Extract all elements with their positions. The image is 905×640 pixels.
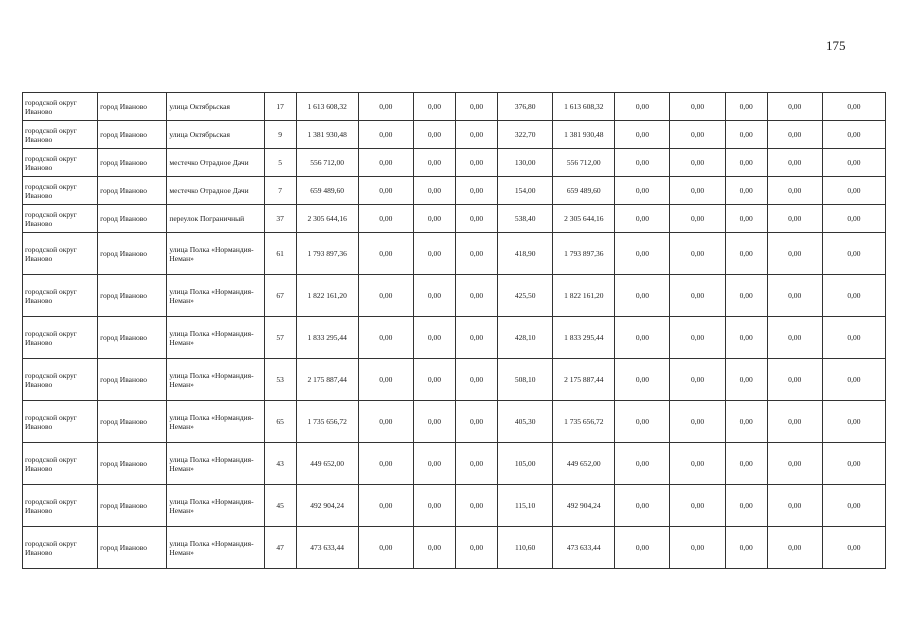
- value-cell: 0,00: [725, 205, 767, 233]
- value-cell: 0,00: [670, 317, 725, 359]
- value-cell: 0,00: [358, 275, 413, 317]
- table-body: [23, 93, 886, 569]
- value-cell: 508,10: [498, 359, 553, 401]
- value-cell: 0,00: [670, 359, 725, 401]
- table-row: [23, 485, 886, 527]
- value-cell: 0,00: [767, 359, 822, 401]
- city-cell: город Иваново: [98, 443, 167, 485]
- value-cell: 0,00: [455, 121, 497, 149]
- value-cell: 0,00: [725, 401, 767, 443]
- value-cell: 0,00: [413, 121, 455, 149]
- value-cell: 0,00: [767, 527, 822, 569]
- value-cell: 0,00: [358, 177, 413, 205]
- house-number-cell: 37: [264, 205, 296, 233]
- value-cell: 0,00: [455, 275, 497, 317]
- house-number-cell: 9: [264, 121, 296, 149]
- value-cell: 0,00: [670, 177, 725, 205]
- street-cell: переулок Пограничный: [167, 205, 264, 233]
- house-number-cell: 47: [264, 527, 296, 569]
- value-cell: 1 833 295,44: [553, 317, 615, 359]
- city-cell: город Иваново: [98, 93, 167, 121]
- value-cell: 0,00: [358, 317, 413, 359]
- value-cell: 0,00: [767, 121, 822, 149]
- value-cell: 428,10: [498, 317, 553, 359]
- value-cell: 0,00: [615, 443, 670, 485]
- value-cell: 1 793 897,36: [553, 233, 615, 275]
- city-cell: город Иваново: [98, 233, 167, 275]
- value-cell: 0,00: [822, 317, 885, 359]
- value-cell: 0,00: [822, 205, 885, 233]
- street-cell: улица Полка «Нормандия-Неман»: [167, 317, 264, 359]
- okrug-cell: городской округ Иваново: [23, 359, 98, 401]
- okrug-cell: городской округ Иваново: [23, 205, 98, 233]
- value-cell: 425,50: [498, 275, 553, 317]
- value-cell: 0,00: [455, 485, 497, 527]
- value-cell: 0,00: [670, 121, 725, 149]
- table-row: [23, 177, 886, 205]
- house-number-cell: 5: [264, 149, 296, 177]
- okrug-cell: городской округ Иваново: [23, 485, 98, 527]
- value-cell: 0,00: [725, 359, 767, 401]
- value-cell: 1 613 608,32: [553, 93, 615, 121]
- value-cell: 659 489,60: [296, 177, 358, 205]
- value-cell: 0,00: [455, 359, 497, 401]
- value-cell: 0,00: [725, 121, 767, 149]
- value-cell: 0,00: [358, 527, 413, 569]
- value-cell: 492 904,24: [553, 485, 615, 527]
- street-cell: улица Полка «Нормандия-Неман»: [167, 275, 264, 317]
- value-cell: 492 904,24: [296, 485, 358, 527]
- value-cell: 0,00: [725, 485, 767, 527]
- value-cell: 0,00: [822, 485, 885, 527]
- value-cell: 0,00: [455, 93, 497, 121]
- value-cell: 376,80: [498, 93, 553, 121]
- value-cell: 0,00: [725, 443, 767, 485]
- value-cell: 0,00: [413, 275, 455, 317]
- table-row: [23, 149, 886, 177]
- city-cell: город Иваново: [98, 121, 167, 149]
- value-cell: 1 735 656,72: [553, 401, 615, 443]
- value-cell: 0,00: [767, 149, 822, 177]
- value-cell: 0,00: [413, 205, 455, 233]
- value-cell: 556 712,00: [296, 149, 358, 177]
- okrug-cell: городской округ Иваново: [23, 93, 98, 121]
- table-row: [23, 275, 886, 317]
- value-cell: 1 793 897,36: [296, 233, 358, 275]
- value-cell: 0,00: [725, 177, 767, 205]
- city-cell: город Иваново: [98, 401, 167, 443]
- value-cell: 0,00: [670, 443, 725, 485]
- house-number-cell: 67: [264, 275, 296, 317]
- value-cell: 0,00: [615, 149, 670, 177]
- house-number-cell: 17: [264, 93, 296, 121]
- value-cell: 115,10: [498, 485, 553, 527]
- house-number-cell: 57: [264, 317, 296, 359]
- value-cell: 0,00: [455, 177, 497, 205]
- table-row: [23, 317, 886, 359]
- value-cell: 0,00: [413, 177, 455, 205]
- house-number-cell: 53: [264, 359, 296, 401]
- value-cell: 0,00: [822, 443, 885, 485]
- table-row: [23, 205, 886, 233]
- value-cell: 1 833 295,44: [296, 317, 358, 359]
- value-cell: 0,00: [725, 233, 767, 275]
- value-cell: 0,00: [615, 527, 670, 569]
- value-cell: 0,00: [615, 205, 670, 233]
- value-cell: 449 652,00: [296, 443, 358, 485]
- value-cell: 0,00: [413, 485, 455, 527]
- value-cell: 1 381 930,48: [553, 121, 615, 149]
- value-cell: 0,00: [767, 205, 822, 233]
- value-cell: 0,00: [670, 93, 725, 121]
- value-cell: 0,00: [615, 485, 670, 527]
- value-cell: 0,00: [822, 177, 885, 205]
- value-cell: 0,00: [767, 177, 822, 205]
- value-cell: 0,00: [358, 359, 413, 401]
- street-cell: улица Полка «Нормандия-Неман»: [167, 527, 264, 569]
- value-cell: 1 735 656,72: [296, 401, 358, 443]
- value-cell: 154,00: [498, 177, 553, 205]
- value-cell: 322,70: [498, 121, 553, 149]
- value-cell: 0,00: [455, 443, 497, 485]
- city-cell: город Иваново: [98, 149, 167, 177]
- value-cell: 0,00: [615, 359, 670, 401]
- value-cell: 0,00: [725, 93, 767, 121]
- registry-table: [22, 92, 886, 569]
- value-cell: 556 712,00: [553, 149, 615, 177]
- value-cell: 0,00: [615, 121, 670, 149]
- value-cell: 0,00: [767, 93, 822, 121]
- value-cell: 2 305 644,16: [553, 205, 615, 233]
- okrug-cell: городской округ Иваново: [23, 443, 98, 485]
- value-cell: 0,00: [455, 401, 497, 443]
- value-cell: 1 381 930,48: [296, 121, 358, 149]
- table-row: [23, 93, 886, 121]
- value-cell: 0,00: [670, 205, 725, 233]
- value-cell: 0,00: [822, 359, 885, 401]
- value-cell: 0,00: [455, 205, 497, 233]
- table-row: [23, 527, 886, 569]
- value-cell: 0,00: [455, 317, 497, 359]
- value-cell: 0,00: [615, 177, 670, 205]
- value-cell: 2 305 644,16: [296, 205, 358, 233]
- page-number: 175: [826, 38, 846, 53]
- street-cell: улица Октябрьская: [167, 93, 264, 121]
- value-cell: 0,00: [615, 93, 670, 121]
- city-cell: город Иваново: [98, 485, 167, 527]
- value-cell: 0,00: [670, 485, 725, 527]
- okrug-cell: городской округ Иваново: [23, 149, 98, 177]
- value-cell: 0,00: [358, 233, 413, 275]
- value-cell: 130,00: [498, 149, 553, 177]
- value-cell: 0,00: [615, 275, 670, 317]
- value-cell: 659 489,60: [553, 177, 615, 205]
- value-cell: 0,00: [455, 233, 497, 275]
- street-cell: улица Полка «Нормандия-Неман»: [167, 443, 264, 485]
- okrug-cell: городской округ Иваново: [23, 527, 98, 569]
- value-cell: 0,00: [358, 485, 413, 527]
- house-number-cell: 43: [264, 443, 296, 485]
- value-cell: 0,00: [413, 527, 455, 569]
- value-cell: 0,00: [767, 443, 822, 485]
- value-cell: 0,00: [822, 121, 885, 149]
- value-cell: 0,00: [413, 443, 455, 485]
- value-cell: 0,00: [413, 233, 455, 275]
- value-cell: 1 822 161,20: [296, 275, 358, 317]
- street-cell: улица Полка «Нормандия-Неман»: [167, 485, 264, 527]
- value-cell: 0,00: [413, 401, 455, 443]
- value-cell: 418,90: [498, 233, 553, 275]
- value-cell: 0,00: [670, 233, 725, 275]
- value-cell: 0,00: [822, 527, 885, 569]
- value-cell: 0,00: [725, 527, 767, 569]
- value-cell: 1 613 608,32: [296, 93, 358, 121]
- house-number-cell: 45: [264, 485, 296, 527]
- value-cell: 2 175 887,44: [296, 359, 358, 401]
- value-cell: 0,00: [670, 275, 725, 317]
- house-number-cell: 61: [264, 233, 296, 275]
- value-cell: 0,00: [822, 401, 885, 443]
- value-cell: 110,60: [498, 527, 553, 569]
- value-cell: 0,00: [767, 401, 822, 443]
- table-row: [23, 443, 886, 485]
- okrug-cell: городской округ Иваново: [23, 401, 98, 443]
- house-number-cell: 65: [264, 401, 296, 443]
- okrug-cell: городской округ Иваново: [23, 233, 98, 275]
- city-cell: город Иваново: [98, 527, 167, 569]
- value-cell: 0,00: [725, 275, 767, 317]
- value-cell: 0,00: [670, 149, 725, 177]
- value-cell: 538,40: [498, 205, 553, 233]
- street-cell: улица Октябрьская: [167, 121, 264, 149]
- value-cell: 0,00: [413, 93, 455, 121]
- street-cell: улица Полка «Нормандия-Неман»: [167, 233, 264, 275]
- okrug-cell: городской округ Иваново: [23, 275, 98, 317]
- value-cell: 0,00: [358, 121, 413, 149]
- value-cell: 0,00: [413, 317, 455, 359]
- value-cell: 0,00: [455, 527, 497, 569]
- table-row: [23, 359, 886, 401]
- value-cell: 0,00: [725, 149, 767, 177]
- value-cell: 0,00: [615, 401, 670, 443]
- value-cell: 0,00: [767, 275, 822, 317]
- okrug-cell: городской округ Иваново: [23, 317, 98, 359]
- table-row: [23, 401, 886, 443]
- value-cell: 0,00: [358, 149, 413, 177]
- value-cell: 405,30: [498, 401, 553, 443]
- value-cell: 0,00: [670, 401, 725, 443]
- table-row: [23, 121, 886, 149]
- table-row: [23, 233, 886, 275]
- value-cell: 0,00: [358, 443, 413, 485]
- value-cell: 0,00: [358, 93, 413, 121]
- value-cell: 0,00: [822, 93, 885, 121]
- value-cell: 0,00: [615, 233, 670, 275]
- street-cell: улица Полка «Нормандия-Неман»: [167, 401, 264, 443]
- city-cell: город Иваново: [98, 275, 167, 317]
- value-cell: 0,00: [767, 485, 822, 527]
- value-cell: 0,00: [413, 149, 455, 177]
- value-cell: 0,00: [615, 317, 670, 359]
- value-cell: 0,00: [455, 149, 497, 177]
- street-cell: местечко Отрадное Дачи: [167, 149, 264, 177]
- value-cell: 0,00: [767, 317, 822, 359]
- city-cell: город Иваново: [98, 359, 167, 401]
- okrug-cell: городской округ Иваново: [23, 177, 98, 205]
- city-cell: город Иваново: [98, 317, 167, 359]
- value-cell: 0,00: [413, 359, 455, 401]
- value-cell: 0,00: [358, 401, 413, 443]
- okrug-cell: городской округ Иваново: [23, 121, 98, 149]
- value-cell: 473 633,44: [296, 527, 358, 569]
- value-cell: 0,00: [725, 317, 767, 359]
- value-cell: 449 652,00: [553, 443, 615, 485]
- value-cell: 0,00: [670, 527, 725, 569]
- value-cell: 105,00: [498, 443, 553, 485]
- value-cell: 0,00: [358, 205, 413, 233]
- house-number-cell: 7: [264, 177, 296, 205]
- value-cell: 0,00: [822, 275, 885, 317]
- value-cell: 473 633,44: [553, 527, 615, 569]
- value-cell: 0,00: [822, 149, 885, 177]
- value-cell: 2 175 887,44: [553, 359, 615, 401]
- city-cell: город Иваново: [98, 205, 167, 233]
- city-cell: город Иваново: [98, 177, 167, 205]
- street-cell: местечко Отрадное Дачи: [167, 177, 264, 205]
- value-cell: 0,00: [822, 233, 885, 275]
- value-cell: 0,00: [767, 233, 822, 275]
- street-cell: улица Полка «Нормандия-Неман»: [167, 359, 264, 401]
- value-cell: 1 822 161,20: [553, 275, 615, 317]
